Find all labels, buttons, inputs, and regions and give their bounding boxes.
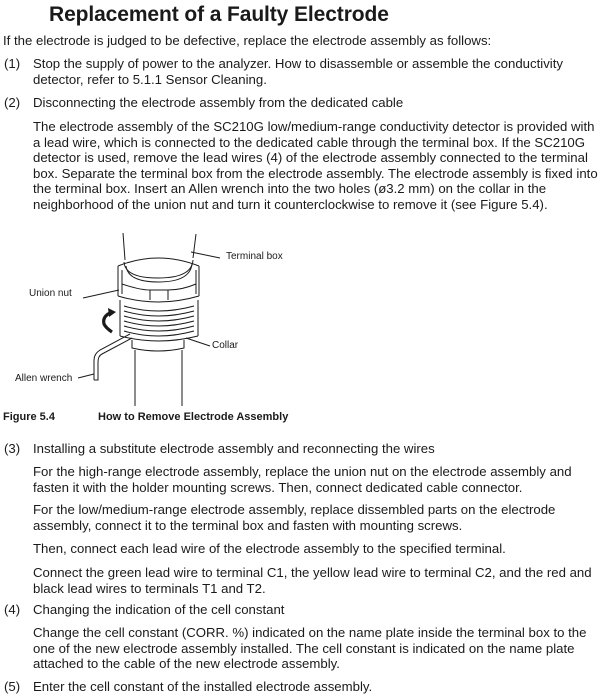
page-title: Replacement of a Faulty Electrode [49, 3, 389, 26]
label-allen-wrench: Allen wrench [15, 373, 73, 384]
figure-caption [3, 411, 289, 423]
figure-title: How to Remove Electrode Assembly [98, 411, 289, 423]
union-nut-rim [124, 260, 193, 278]
step-number: (2) [4, 95, 21, 110]
union-nut-leader [83, 290, 119, 298]
step-paragraph: Connect the green lead wire to terminal C1, the yellow lead wire to terminal C2, and the red and black lead wires to terminals T1 and T2. [33, 565, 592, 596]
step-heading: Disconnecting the electrode assembly from the dedicated cable [33, 95, 404, 110]
rotation-arrow-head-icon [108, 308, 116, 317]
label-union-nut: Union nut [29, 288, 72, 299]
step-paragraph: Change the cell constant (CORR. %) indicated on the name plate inside the terminal box to the one of the new electrode assembly installed. The cell constant is indicated on the name plate attached to the cable of the new electrode assembly. [33, 625, 587, 671]
terminal-box-leader [191, 252, 220, 258]
step-heading: Enter the cell constant of the installed electrode assembly. [33, 679, 373, 694]
allen-wrench [94, 338, 132, 380]
union-nut-rim [118, 258, 199, 266]
intro-paragraph: If the electrode is judged to be defective, replace the electrode assembly as follows: [3, 33, 492, 48]
step-number: (4) [4, 602, 21, 617]
step-paragraph: The electrode assembly of the SC210G low/medium-range conductivity detector is provided with a lead wire, which is connected to the dedicated cable through the terminal box. If the SC210G detector is used, remove the lead wires (4) of the electrode assembly connected to the terminal box. Separate the terminal box from the electrode assembly. The electrode assembly is fixed into the terminal box. Insert an Allen wrench into the two holes (ø3.2 mm) on the collar in the neighborhood of the union nut and turn it counterclockwise to remove it (see Figure 5.4). [33, 119, 598, 212]
step-number: (1) [4, 56, 21, 71]
step-heading: Stop the supply of power to the analyzer. How to disassemble or assemble the conductivity detector, refer to 5.1.1 Sensor Cleaning. [33, 56, 563, 87]
collar-leader [186, 338, 210, 346]
figure-number: Figure 5.4 [3, 411, 55, 423]
step-number: (3) [4, 441, 21, 456]
collar-lower-ring [132, 340, 184, 351]
union-nut-bottom [118, 296, 199, 302]
terminal-box-outline [193, 234, 196, 258]
allen-wrench-leader [78, 374, 94, 378]
step-paragraph: For the high-range electrode assembly, replace the union nut on the electrode assembly and fasten it with the holder mounting screws. Then, connect dedicated cable connector. [33, 464, 572, 495]
step-paragraph: Then, connect each lead wire of the electrode assembly to the specified terminal. [33, 541, 506, 556]
union-nut-rim [126, 264, 192, 282]
label-terminal-box: Terminal box [226, 251, 283, 262]
collar-threads [124, 306, 194, 336]
step-paragraph: For the low/medium-range electrode assembly, replace dissembled parts on the electrode assembly, connect it to the terminal box and fasten with mounting screws. [33, 502, 556, 533]
union-nut-facet [150, 290, 168, 300]
terminal-box-outline [123, 233, 125, 260]
label-collar: Collar [212, 340, 239, 351]
step-number: (5) [4, 679, 21, 694]
step-heading: Changing the indication of the cell constant [33, 602, 285, 617]
step-heading: Installing a substitute electrode assembly and reconnecting the wires [33, 441, 435, 456]
union-nut-facet [122, 284, 196, 290]
